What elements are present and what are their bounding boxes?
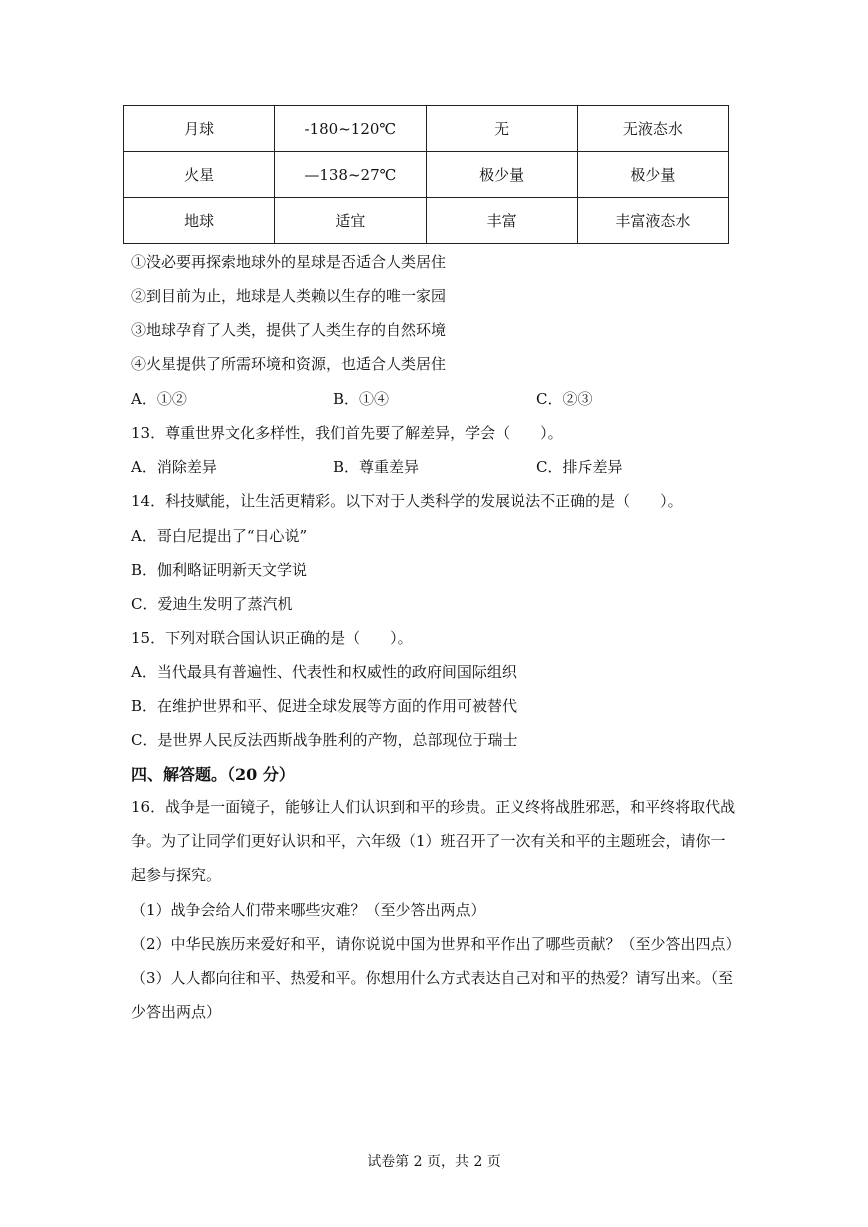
table-cell: 适宜 bbox=[275, 198, 426, 244]
q16-sub-question-2: （2）中华民族历来爱好和平，请你说说中国为世界和平作出了哪些贡献？（至少答出四点） bbox=[131, 935, 741, 953]
q16-sub-question-1: （1）战争会给人们带来哪些灾难？（至少答出两点） bbox=[131, 901, 486, 919]
q16-stem: 16．战争是一面镜子，能够让人们认识到和平的珍贵。正义终将战胜邪恶，和平终将取代战争。为了让同学们更好认识和平，六年级（1）班召开了一次有关和平的主题班会，请你一起参与探究。 bbox=[131, 798, 736, 884]
q14-stem: 14．科技赋能，让生活更精彩。以下对于人类科学的发展说法不正确的是（ ）。 bbox=[131, 492, 683, 510]
statement-4: ④火星提供了所需环境和资源，也适合人类居住 bbox=[131, 355, 447, 373]
q12-option-b: B．①④ bbox=[333, 390, 390, 408]
table-cell: 丰富 bbox=[426, 198, 577, 244]
q15-option-b: B．在维护世界和平、促进全球发展等方面的作用可被替代 bbox=[131, 697, 518, 715]
table-cell: 地球 bbox=[124, 198, 275, 244]
table-cell: 火星 bbox=[124, 152, 275, 198]
q12-option-a: A．①② bbox=[131, 390, 187, 408]
q14-option-c: C．爱迪生发明了蒸汽机 bbox=[131, 595, 293, 613]
table-cell: 无 bbox=[426, 106, 577, 152]
statement-3: ③地球孕育了人类，提供了人类生存的自然环境 bbox=[131, 321, 447, 339]
table-cell: 极少量 bbox=[426, 152, 577, 198]
table-row bbox=[124, 198, 729, 244]
q16-sub-question-3: （3）人人都向往和平、热爱和平。你想用什么方式表达自己对和平的热爱？请写出来。（至少答出两点） bbox=[131, 969, 734, 1021]
section-heading: 四、解答题。（20 分） bbox=[131, 765, 295, 784]
table-cell: 月球 bbox=[124, 106, 275, 152]
q13-option-c: C．排斥差异 bbox=[536, 458, 623, 476]
statement-1: ①没必要再探索地球外的星球是否适合人类居住 bbox=[131, 253, 447, 271]
q15-option-c: C．是世界人民反法西斯战争胜利的产物，总部现位于瑞士 bbox=[131, 731, 518, 749]
table-cell: 无液态水 bbox=[577, 106, 728, 152]
q14-option-a: A．哥白尼提出了“日心说” bbox=[131, 527, 308, 545]
table-cell: —138~27℃ bbox=[275, 152, 426, 198]
page-footer: 试卷第 2 页，共 2 页 bbox=[367, 1154, 501, 1170]
q14-option-b: B．伽利略证明新天文学说 bbox=[131, 561, 308, 579]
planet-comparison-table bbox=[123, 105, 729, 244]
q12-option-c: C．②③ bbox=[536, 390, 593, 408]
q13-option-b: B．尊重差异 bbox=[333, 458, 420, 476]
table-row bbox=[124, 152, 729, 198]
table-cell: -180~120℃ bbox=[275, 106, 426, 152]
statement-2: ②到目前为止，地球是人类赖以生存的唯一家园 bbox=[131, 287, 447, 305]
table-cell: 极少量 bbox=[577, 152, 728, 198]
q13-stem: 13．尊重世界文化多样性，我们首先要了解差异，学会（ ）。 bbox=[131, 424, 563, 442]
table-row bbox=[124, 106, 729, 152]
table-cell: 丰富液态水 bbox=[577, 198, 728, 244]
q15-stem: 15．下列对联合国认识正确的是（ ）。 bbox=[131, 629, 413, 647]
q13-option-a: A．消除差异 bbox=[131, 458, 217, 476]
q15-option-a: A．当代最具有普遍性、代表性和权威性的政府间国际组织 bbox=[131, 663, 517, 681]
